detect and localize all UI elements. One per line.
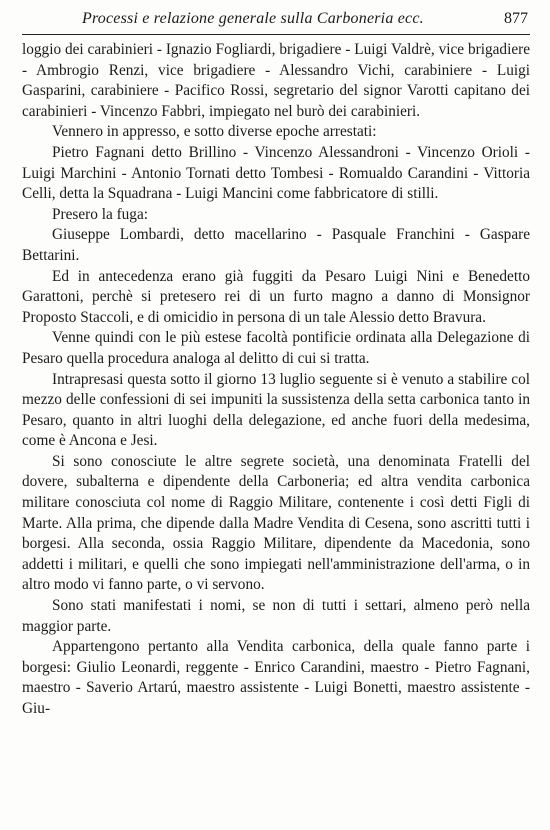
paragraph-arrested-list: Pietro Fagnani detto Brillino - Vincenzo Alessandroni - Vincenzo Orioli - Luigi Marchini - Antonio Tornati detto Tombesi - Romualdo Carandini - Vittoria Celli, detta la Squadrana - Luigi Mancini come fabbricatore di stilli.	[22, 143, 530, 203]
paragraph-earlier-fugitives: Ed in antecedenza erano già fuggiti da Pesaro Luigi Nini e Benedetto Garattoni, perchè si pretesero rei di un furto magno a danno di Monsignor Proposto Staccoli, e di omicidio in persona di un tale Alessio detto Bravura.	[22, 267, 530, 326]
paragraph-delegation: Venne quindi con le più estese facoltà pontificie ordinata alla Delegazione di Pesaro quella procedura analoga al delitto di cui si tratta.	[22, 329, 530, 367]
paragraph-secret-societies: Si sono conosciute le altre segrete società, una denominata Fratelli del dovere, subalterna e dipendente della Carboneria; ed altra vendita carbonica militare conosciuta col nome di Raggio Militare, contenente i così detti Figli di Marte. Alla prima, che dipende dalla Madre Vendita di Cesena, sono ascritti tutti i borgesi. Alla seconda, ossia Raggio Militare, dipendente da Macedonia, sono addetti i militari, e quelli che sono impiegati nell'amministrazione dell'arma, o in altro modo vi fanno parte, o vi servono.	[22, 452, 530, 594]
paragraph-fled-list: Giuseppe Lombardi, detto macellarino - Pasquale Franchini - Gaspare Bettarini.	[22, 226, 530, 264]
page-number: 877	[504, 10, 528, 27]
paragraph-vendita-members: Appartengono pertanto alla Vendita carbonica, della quale fanno parte i borgesi: Giulio Leonardi, reggente - Enrico Carandini, maestro - Pietro Fagnani, maestro - Saverio Artarú, maestro assistente - Luigi Bonetti, maestro assistente - Giu-	[22, 638, 530, 717]
paragraph-carabinieri-list: loggio dei carabinieri - Ignazio Fogliardi, brigadiere - Luigi Valdrè, vice brigadiere - Ambrogio Renzi, vice brigadiere - Alessandro Vichi, carabiniere - Luigi Gasparini, carabiniere - Pacifico Rossi, segretario del signor Varotti capitano dei carabinieri - Vincenzo Fabbri, impiegato nel burò dei carabinieri.	[22, 41, 530, 120]
paragraph-names-revealed: Sono stati manifestati i nomi, se non di tutti i settari, almeno però nella maggior parte.	[22, 597, 530, 635]
paragraph-investigation: Intrapresasi questa sotto il giorno 13 luglio seguente si è venuto a stabilire col mezzo delle confessioni di sei impuniti la sussistenza della setta carbonica tanto in Pesaro, quanto in altri luoghi della delegazione, ed anche fuori della medesima, come è Ancona e Jesi.	[22, 370, 530, 450]
paragraph-fled-intro: Presero la fuga:	[52, 205, 148, 223]
body-text	[22, 40, 530, 720]
running-title: Processi e relazione generale sulla Carboneria ecc.	[82, 10, 424, 27]
paragraph-arrested-intro: Vennero in appresso, e sotto diverse epoche arrestati:	[52, 123, 377, 141]
page-header	[22, 4, 530, 35]
